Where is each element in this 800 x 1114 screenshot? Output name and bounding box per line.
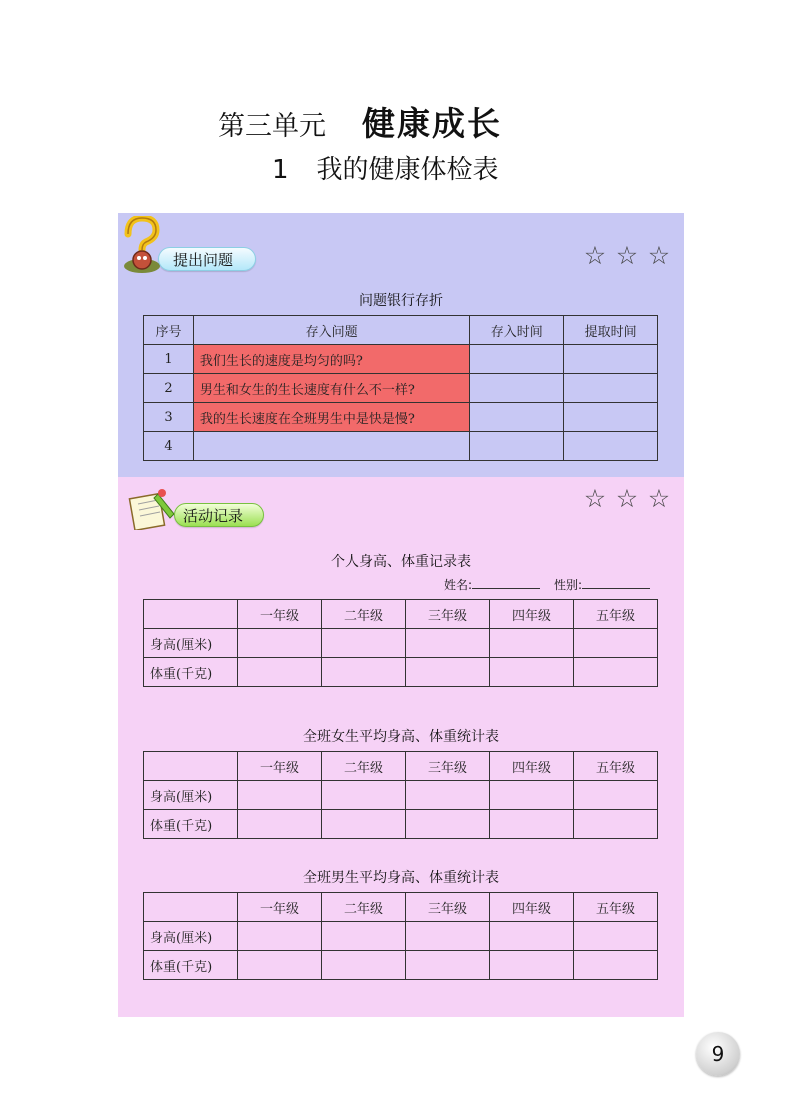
- gender-field: [554, 576, 650, 593]
- table-row: [144, 810, 658, 839]
- corner-cell: [144, 893, 238, 922]
- input-cell[interactable]: [490, 951, 574, 980]
- input-cell[interactable]: [406, 922, 490, 951]
- input-cell[interactable]: [406, 658, 490, 687]
- unit-label: 第三单元: [218, 111, 326, 142]
- ask-question-label: 提出问题: [173, 250, 234, 269]
- unit-name: 健康成长: [362, 104, 502, 143]
- header-withdraw-time: 提取时间: [564, 316, 658, 345]
- question-cell[interactable]: [193, 432, 469, 461]
- input-cell[interactable]: [490, 781, 574, 810]
- row-label-height: 身高(厘米): [144, 781, 238, 810]
- activity-record-label: 活动记录: [183, 506, 244, 525]
- input-cell[interactable]: [574, 951, 658, 980]
- question-cell[interactable]: 我的生长速度在全班男生中是快是慢?: [193, 403, 469, 432]
- activity-record-badge: [174, 503, 264, 527]
- input-cell[interactable]: [574, 810, 658, 839]
- withdraw-time-cell[interactable]: [564, 432, 658, 461]
- table-row: [144, 781, 658, 810]
- row-label-height: 身高(厘米): [144, 922, 238, 951]
- input-cell[interactable]: [238, 629, 322, 658]
- row-label-weight: 体重(千克): [144, 951, 238, 980]
- input-cell[interactable]: [574, 922, 658, 951]
- withdraw-time-cell[interactable]: [564, 374, 658, 403]
- star-icon[interactable]: ☆: [615, 241, 639, 270]
- grade-header: 一年级: [238, 893, 322, 922]
- input-cell[interactable]: [238, 922, 322, 951]
- input-cell[interactable]: [406, 810, 490, 839]
- header-question: 存入问题: [193, 316, 469, 345]
- row-number: 3: [144, 403, 194, 432]
- input-cell[interactable]: [490, 658, 574, 687]
- gender-label: 性别:: [554, 578, 583, 592]
- grade-header: 五年级: [574, 752, 658, 781]
- grade-header: 二年级: [322, 893, 406, 922]
- table-row: [144, 629, 658, 658]
- grade-header: 五年级: [574, 893, 658, 922]
- star-icon[interactable]: ☆: [583, 241, 607, 270]
- table-header-row: [144, 893, 658, 922]
- input-cell[interactable]: [322, 781, 406, 810]
- input-cell[interactable]: [238, 781, 322, 810]
- row-label-weight: 体重(千克): [144, 658, 238, 687]
- row-label-height: 身高(厘米): [144, 629, 238, 658]
- grade-header: 三年级: [406, 600, 490, 629]
- input-cell[interactable]: [322, 810, 406, 839]
- table-row: [144, 951, 658, 980]
- name-label: 姓名:: [444, 578, 473, 592]
- lesson-title: [272, 149, 499, 186]
- input-cell[interactable]: [574, 629, 658, 658]
- grade-header: 三年级: [406, 893, 490, 922]
- table-header-row: [144, 600, 658, 629]
- notebook-icon: [128, 488, 180, 530]
- page-number: 9: [696, 1032, 740, 1076]
- grade-header: 四年级: [490, 752, 574, 781]
- name-field: [444, 576, 540, 593]
- table-row: [144, 374, 658, 403]
- deposit-time-cell[interactable]: [470, 432, 564, 461]
- boys-average-caption: 全班男生平均身高、体重统计表: [303, 870, 499, 886]
- header-deposit-time: 存入时间: [470, 316, 564, 345]
- girls-average-table: [143, 751, 658, 839]
- question-cell[interactable]: 男生和女生的生长速度有什么不一样?: [193, 374, 469, 403]
- header-number: 序号: [144, 316, 194, 345]
- input-cell[interactable]: [574, 658, 658, 687]
- row-number: 1: [144, 345, 194, 374]
- grade-header: 一年级: [238, 752, 322, 781]
- personal-record-caption: 个人身高、体重记录表: [331, 554, 471, 570]
- table-row: [144, 922, 658, 951]
- input-cell[interactable]: [406, 951, 490, 980]
- table-row: [144, 658, 658, 687]
- name-gender-line: [444, 576, 650, 593]
- girls-average-caption: 全班女生平均身高、体重统计表: [303, 729, 499, 745]
- input-cell[interactable]: [490, 810, 574, 839]
- row-number: 4: [144, 432, 194, 461]
- gender-blank[interactable]: [582, 576, 650, 589]
- input-cell[interactable]: [322, 951, 406, 980]
- rating-stars-ask: [583, 243, 671, 268]
- input-cell[interactable]: [238, 951, 322, 980]
- grade-header: 二年级: [322, 600, 406, 629]
- boys-average-table: [143, 892, 658, 980]
- input-cell[interactable]: [490, 629, 574, 658]
- question-bank-table: [143, 315, 658, 461]
- deposit-time-cell[interactable]: [470, 345, 564, 374]
- grade-header: 五年级: [574, 600, 658, 629]
- star-icon[interactable]: ☆: [647, 484, 671, 513]
- row-label-weight: 体重(千克): [144, 810, 238, 839]
- grade-header: 三年级: [406, 752, 490, 781]
- lesson-number: 1: [272, 155, 289, 185]
- star-icon[interactable]: ☆: [647, 241, 671, 270]
- table-row: [144, 403, 658, 432]
- question-cell[interactable]: 我们生长的速度是均匀的吗?: [193, 345, 469, 374]
- input-cell[interactable]: [238, 810, 322, 839]
- table-header-row: [144, 316, 658, 345]
- grade-header: 四年级: [490, 600, 574, 629]
- grade-header: 一年级: [238, 600, 322, 629]
- input-cell[interactable]: [238, 658, 322, 687]
- corner-cell: [144, 600, 238, 629]
- input-cell[interactable]: [406, 781, 490, 810]
- corner-cell: [144, 752, 238, 781]
- input-cell[interactable]: [322, 658, 406, 687]
- input-cell[interactable]: [490, 922, 574, 951]
- name-blank[interactable]: [472, 576, 540, 589]
- input-cell[interactable]: [406, 629, 490, 658]
- question-mascot-icon: [120, 216, 164, 276]
- grade-header: 二年级: [322, 752, 406, 781]
- unit-title: [218, 98, 502, 142]
- table-row: [144, 345, 658, 374]
- personal-record-table: [143, 599, 658, 687]
- ask-question-badge: [158, 247, 256, 271]
- input-cell[interactable]: [322, 922, 406, 951]
- table-row: [144, 432, 658, 461]
- withdraw-time-cell[interactable]: [564, 403, 658, 432]
- star-icon[interactable]: ☆: [583, 484, 607, 513]
- deposit-time-cell[interactable]: [470, 374, 564, 403]
- grade-header: 四年级: [490, 893, 574, 922]
- question-bank-caption: 问题银行存折: [359, 293, 443, 309]
- table-header-row: [144, 752, 658, 781]
- row-number: 2: [144, 374, 194, 403]
- star-icon[interactable]: ☆: [615, 484, 639, 513]
- lesson-name: 我的健康体检表: [316, 155, 499, 185]
- deposit-time-cell[interactable]: [470, 403, 564, 432]
- rating-stars-record: [583, 486, 671, 511]
- withdraw-time-cell[interactable]: [564, 345, 658, 374]
- input-cell[interactable]: [574, 781, 658, 810]
- input-cell[interactable]: [322, 629, 406, 658]
